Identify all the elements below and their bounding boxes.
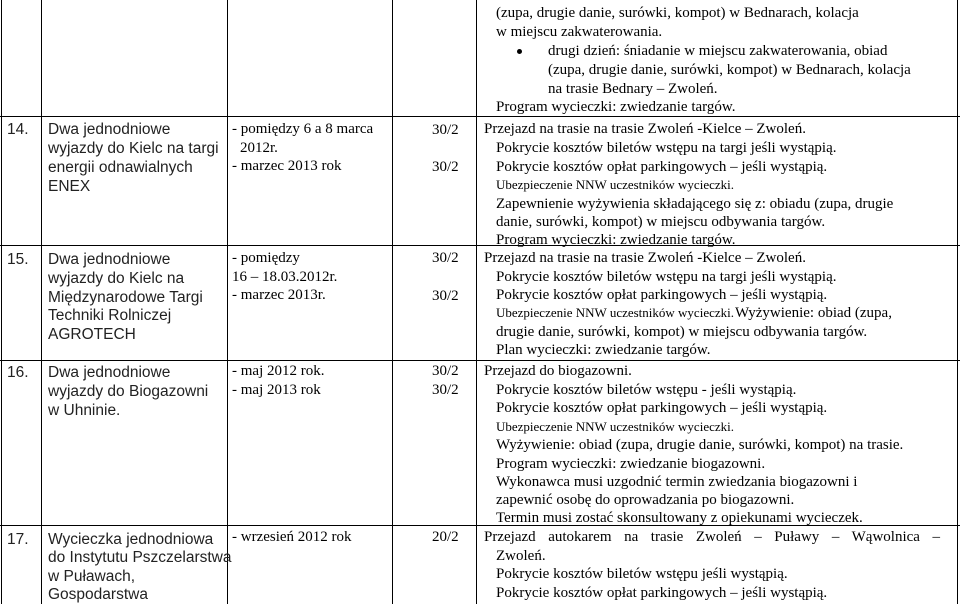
description-line: Pokrycie kosztów opłat parkingowych – jeśli wystąpią. (496, 400, 828, 416)
trip-date: 16 – 18.03.2012r. (232, 269, 338, 285)
description-line: Wyżywienie: obiad (zupa, drugie danie, surówki, kompot) na trasie. (496, 437, 904, 453)
participant-count: 30/2 (432, 363, 459, 379)
trip-title-line: do Instytutu Pszczelarstwa (48, 549, 232, 566)
trip-date: 2012r. (240, 140, 278, 156)
row-number: 15. (7, 251, 29, 268)
trip-date: - marzec 2013r. (232, 287, 326, 303)
trip-title-line: energii odnawialnych (48, 159, 193, 176)
trip-title-line: AGROTECH (48, 326, 136, 343)
description-line: Pokrycie kosztów opłat parkingowych – jeśli wystąpią. (496, 585, 828, 601)
participant-count: 30/2 (432, 159, 459, 175)
description-line: drugi dzień: śniadanie w miejscu zakwaterowania, obiad (548, 43, 888, 59)
description-line: drugie danie, surówki, kompot) w miejscu odbywania targów. (496, 324, 868, 340)
description-line: Pokrycie kosztów biletów wstępu jeśli wystąpią. (496, 566, 788, 582)
participant-count: 30/2 (432, 122, 459, 138)
trip-title-line: wyjazdy do Kielc na targi (48, 140, 219, 157)
description-line: Wyżywienie: obiad (zupa, (735, 305, 892, 321)
trip-title-line: Dwa jednodniowe (48, 121, 171, 138)
description-line: (zupa, drugie danie, surówki, kompot) w Bednarach, kolacja (548, 62, 911, 78)
description-line: Termin musi zostać skonsultowany z opiekunami wycieczek. (496, 510, 863, 526)
trip-date: - maj 2012 rok. (232, 363, 325, 379)
description-line: na trasie Bednary – Zwoleń. (548, 81, 718, 97)
participant-count: 30/2 (432, 288, 459, 304)
trip-title-line: wyjazdy do Kielc na (48, 270, 185, 287)
trip-title-line: Techniki Rolniczej (48, 307, 172, 324)
description-line: Ubezpieczenie NNW uczestników wycieczki. (496, 177, 734, 192)
description-line: Przejazd na trasie na trasie Zwoleń -Kielce – Zwoleń. (484, 121, 806, 137)
description-line: Wykonawca musi uzgodnić termin zwiedzania biogazowni i (496, 474, 858, 490)
description-line: Program wycieczki: zwiedzanie targów. (496, 99, 736, 115)
table-border-left (1, 0, 2, 604)
description-line: w miejscu zakwaterowania. (496, 24, 663, 40)
trip-date: - maj 2013 rok (232, 382, 321, 398)
column-divider (476, 0, 477, 604)
description-line: Przejazd autokarem na trasie Zwoleń – Puławy – Wąwolnica – (484, 529, 940, 545)
row-divider (0, 245, 960, 246)
row-divider (0, 116, 960, 117)
description-line: Pokrycie kosztów biletów wstępu - jeśli wystąpią. (496, 382, 797, 398)
row-number: 17. (7, 531, 29, 548)
description-line: Program wycieczki: zwiedzanie biogazowni. (496, 456, 766, 472)
bullet-icon (517, 49, 522, 54)
description-line: (zupa, drugie danie, surówki, kompot) w Bednarach, kolacja (496, 5, 859, 21)
trip-title-line: Międzynarodowe Targi (48, 289, 203, 306)
column-divider (227, 0, 228, 604)
description-line: danie, surówki, kompot) w miejscu odbywania targów. (496, 214, 826, 230)
description-line: Pokrycie kosztów opłat parkingowych – jeśli wystąpią. (496, 287, 828, 303)
table-border-right (957, 0, 958, 604)
description-line: Ubezpieczenie NNW uczestników wycieczki. (496, 419, 734, 434)
trip-date: - pomiędzy (232, 250, 300, 266)
description-line: Pokrycie kosztów biletów wstępu na targi jeśli wystąpią. (496, 140, 837, 156)
description-line: Przejazd do biogazowni. (484, 363, 632, 379)
trip-title-line: Wycieczka jednodniowa (48, 531, 214, 548)
description-line: Przejazd na trasie na trasie Zwoleń -Kielce – Zwoleń. (484, 250, 806, 266)
description-line: Zwoleń. (496, 548, 546, 564)
description-line: Ubezpieczenie NNW uczestników wycieczki. (496, 305, 734, 320)
column-divider (41, 0, 42, 604)
participant-count: 30/2 (432, 382, 459, 398)
description-line: Pokrycie kosztów opłat parkingowych – jeśli wystąpią. (496, 159, 828, 175)
row-divider (0, 360, 960, 361)
description-line: zapewnić osobę do oprowadzania po biogazowni. (496, 492, 795, 508)
trip-title-line: Dwa jednodniowe (48, 251, 171, 268)
trip-title-line: ENEX (48, 178, 91, 195)
trip-date: - pomiędzy 6 a 8 marca (232, 121, 374, 137)
trip-title-line: w Uhninie. (48, 402, 121, 419)
description-line: Pokrycie kosztów biletów wstępu na targi jeśli wystąpią. (496, 269, 837, 285)
participant-count: 20/2 (432, 529, 459, 545)
trip-title-line: Gospodarstwa (48, 586, 148, 603)
trip-title-line: wyjazdy do Biogazowni (48, 383, 209, 400)
trip-title-line: w Puławach, (48, 568, 136, 585)
description-line: Program wycieczki: zwiedzanie targów. (496, 232, 736, 248)
row-number: 16. (7, 364, 29, 381)
description-line: Zapewnienie wyżywienia składającego się z: obiadu (zupa, drugie (496, 196, 894, 212)
trip-date: - marzec 2013 rok (232, 158, 342, 174)
row-number: 14. (7, 121, 29, 138)
description-line: Plan wycieczki: zwiedzanie targów. (496, 342, 711, 358)
column-divider (392, 0, 393, 604)
trip-date: - wrzesień 2012 rok (232, 529, 352, 545)
trip-title-line: Dwa jednodniowe (48, 364, 171, 381)
participant-count: 30/2 (432, 250, 459, 266)
